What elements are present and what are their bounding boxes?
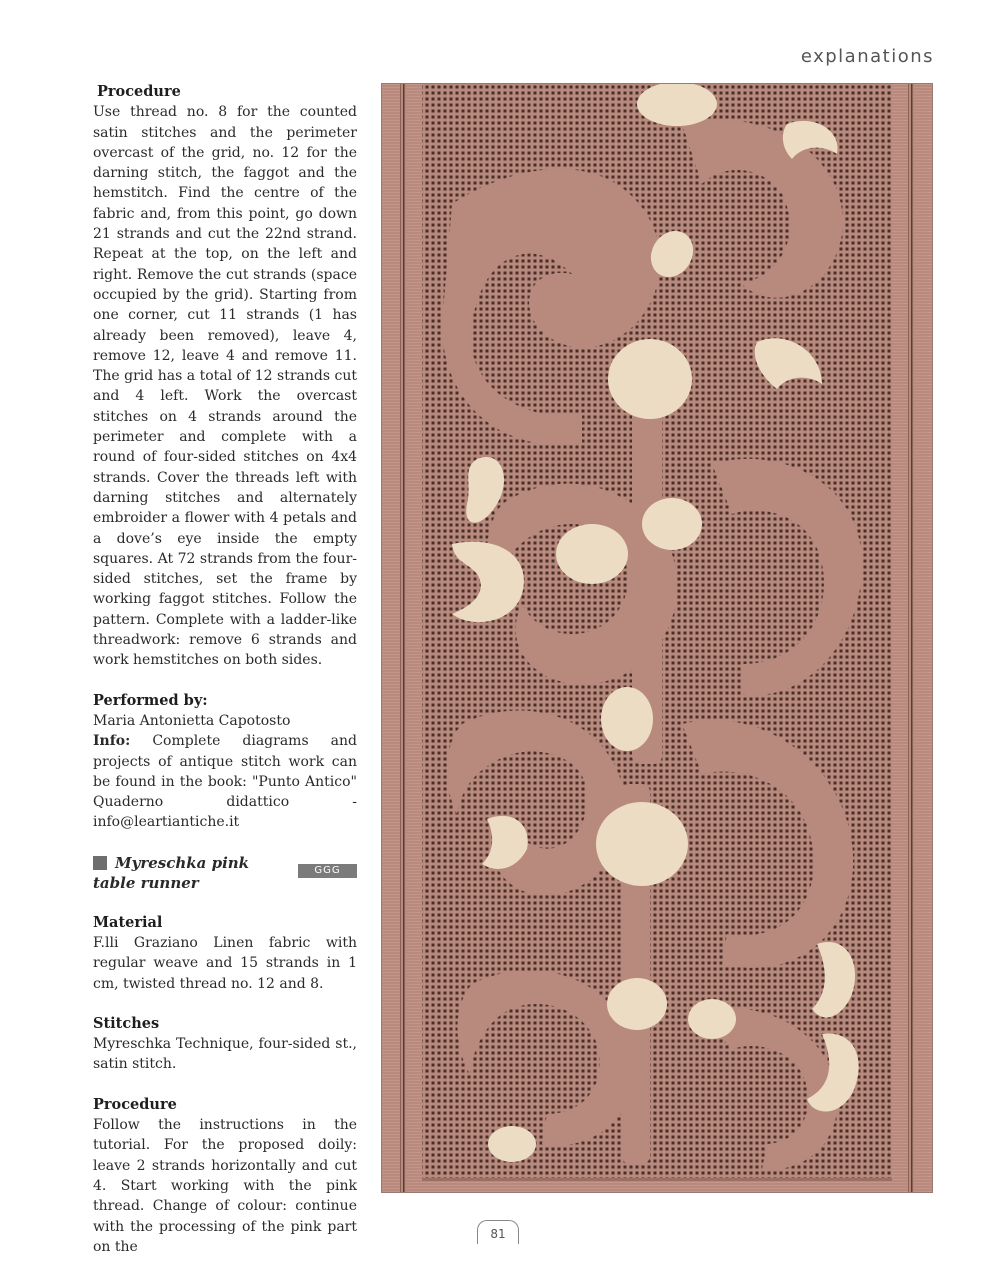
project-title-line2: table runner — [93, 873, 199, 892]
info-paragraph — [93, 731, 357, 832]
procedure-heading: Procedure — [97, 83, 181, 100]
performed-by-label: Performed by: — [93, 691, 208, 709]
project-title-row — [93, 853, 357, 893]
difficulty-badge: GGG — [298, 864, 357, 878]
text-column — [93, 82, 357, 1257]
material-text: F.lli Graziano Linen fabric with regular weave and 15 strands in 1 cm, twisted thread no. 12 and 8. — [93, 934, 357, 992]
project-title — [93, 853, 249, 893]
performer-name: Maria Antonietta Capotosto — [93, 712, 291, 729]
stitches-text: Myreschka Technique, four-sided st., satin stitch. — [93, 1036, 357, 1073]
stitches-heading: Stitches — [93, 1014, 160, 1032]
info-text: Complete diagrams and projects of antique stitch work can be found in the book: "Punto Antico" Quaderno didattico - info@leartiantiche.it — [93, 733, 358, 831]
info-label: Info: — [93, 733, 131, 750]
procedure2-heading: Procedure — [93, 1095, 177, 1113]
procedure-text: Use thread no. 8 for the counted satin stitches and the perimeter overcast of the grid, no. 12 for the darning stitch, the faggot and the hemstitch. Find the centre of the fabric and, from this point, go down 21 strands and cut the 22nd strand. Repeat at the top, on the left and right. Remove the cut strands (space occupied by the grid). Starting from one corner, cut 11 strands (1 has already been removed), leave 4, remove 12, leave 4 and remove 11. The grid has a total of 12 strands cut and 4 left. Work the overcast stitches on 4 strands around the perimeter and complete with a round of four-sided stitches on 4x4 strands. Cover the threads left with darning stitches and alternately embroider a flower with 4 petals and a dove’s eye inside the empty squares. At 72 strands from the four-sided stitches, set the frame by working faggot stitches. Follow the pattern. Complete with a ladder-like threadwork: remove 6 strands and work hemstitches on both sides. — [93, 104, 357, 669]
project-title-line1: Myreschka pink — [115, 853, 250, 872]
procedure2-text: Follow the instructions in the tutorial. For the proposed doily: leave 2 strands horizontally and cut 4. Start working with the pink thread. Change of colour: continue with the processing of the pink part on the — [93, 1117, 357, 1255]
section-header: explanations — [800, 46, 934, 67]
square-bullet-icon — [93, 856, 107, 870]
page-number: 81 — [477, 1220, 519, 1244]
embroidery-image — [382, 84, 932, 1192]
table-runner-photo — [381, 83, 933, 1193]
material-heading: Material — [93, 913, 163, 931]
